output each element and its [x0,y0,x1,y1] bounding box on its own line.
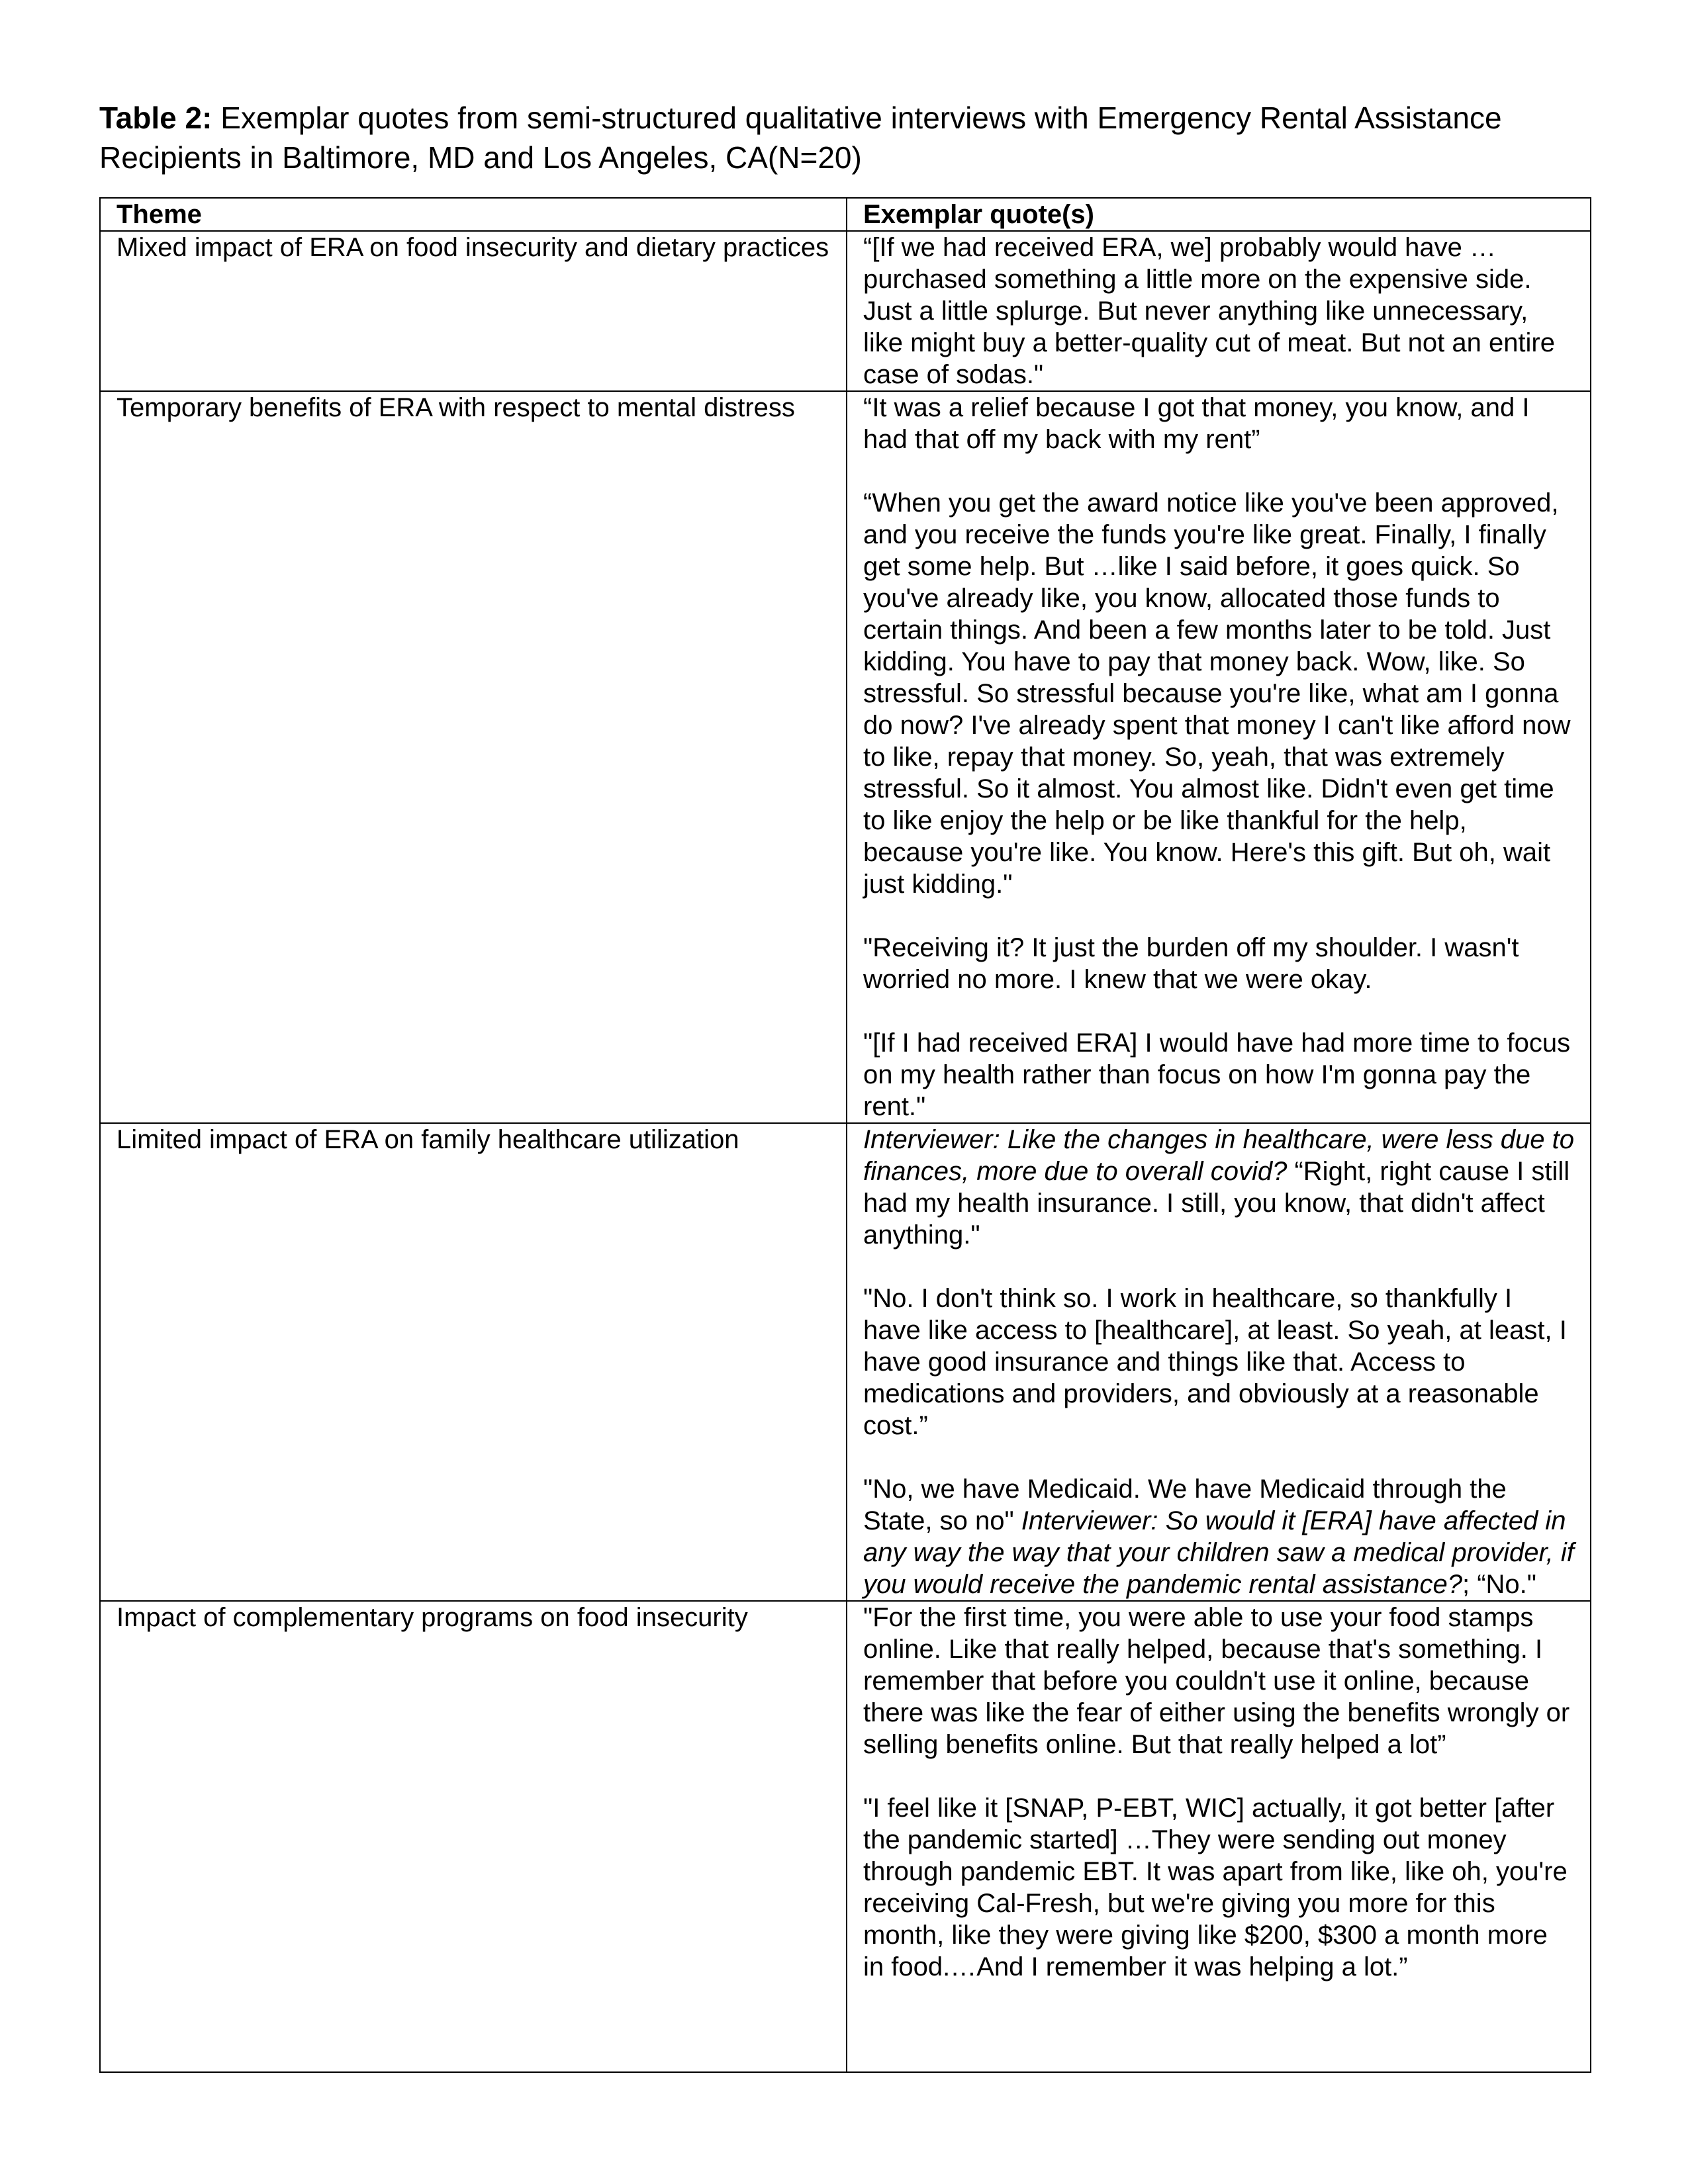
quote [863,1473,1574,1600]
quote-text: “Right, right cause I still had my health insurance. I still, you know, that didn't affect anything." [863,1157,1570,1250]
interviewer-question: Interviewer: Like the changes in healthcare, were less due to finances, more due to overall covid? [863,1125,1574,1186]
quote: “[If we had received ERA, we] probably would have … purchased something a little more on the expensive side. Just a little splurge. But never anything like unnecessary, like might buy a better-quality cut of meat. But not an entire case of sodas." [863,233,1555,389]
quote: "For the first time, you were able to use your food stamps online. Like that really helped, because that's something. I remember that before you couldn't use it online, because there was like the fear of either using the benefits wrongly or selling benefits online. But that really helped a lot” [863,1603,1570,1759]
column-header-theme: Theme [100,198,847,231]
table-header-row [100,198,1591,231]
table-row [100,1123,1591,1601]
theme-cell: Mixed impact of ERA on food insecurity and dietary practices [100,231,847,391]
table-row [100,391,1591,1123]
quote: "[If I had received ERA] I would have had more time to focus on my health rather than focus on how I'm gonna pay the rent." [863,1028,1571,1121]
caption-text: Exemplar quotes from semi-structured qualitative interviews with Emergency Rental Assistance Recipients in Baltimore, MD and Los Angeles, CA(N=20) [99,101,1502,175]
theme-cell: Impact of complementary programs on food insecurity [100,1601,847,2072]
quotes-cell [847,1123,1591,1601]
caption-label: Table 2: [99,101,212,135]
quotes-cell [847,231,1591,391]
quotes-table [99,197,1591,2073]
quote-text: "No, we have Medicaid. We have Medicaid through the State, so no" [863,1475,1507,1535]
interviewer-question: : So would it [ERA] have affected in any way the way that your children saw a medical provider, if you would receive the pandemic rental assistance? [863,1506,1574,1599]
quote: “It was a relief because I got that money, you know, and I had that off my back with my rent” [863,393,1530,454]
theme-cell: Limited impact of ERA on family healthcare utilization [100,1123,847,1601]
table-row [100,231,1591,391]
quote [863,1124,1574,1251]
quotes-cell [847,1601,1591,2072]
quotes-cell [847,391,1591,1123]
quote: "No. I don't think so. I work in healthcare, so thankfully I have like access to [healthcare], at least. So yeah, at least, I have good insurance and things like that. Access to medications and providers, and obviously at a reasonable cost.” [863,1284,1567,1440]
quote-text: ; “No." [1462,1570,1536,1599]
quote: "I feel like it [SNAP, P-EBT, WIC] actually, it got better [after the pandemic started] …They were sending out money through pandemic EBT. It was apart from like, like oh, you're receiving Cal-Fresh, but we're giving you more for this month, like they were giving like $200, $300 a month more in food.…And I remember it was helping a lot.” [863,1794,1568,1981]
quote: “When you get the award notice like you've been approved, and you receive the funds you're like great. Finally, I finally get some help. But …like I said before, it goes quick. So you've already like, you know, allocated those funds to certain things. And been a few months later to be told. Just kidding. You have to pay that money back. Wow, like. So stressful. So stressful because you're like, what am I gonna do now? I've already spent that money I can't like afford now to like, repay that money. So, yeah, that was extremely stressful. So it almost. You almost like. Didn't even get time to like enjoy the help or be like thankful for the help, because you're like. You know. Here's this gift. But oh, wait just kidding." [863,488,1571,899]
interviewer-label: Interviewer [1021,1506,1151,1535]
quote: "Receiving it? It just the burden off my shoulder. I wasn't worried no more. I knew that we were okay. [863,933,1519,994]
theme-cell: Temporary benefits of ERA with respect to mental distress [100,391,847,1123]
table-caption [99,98,1589,177]
table-row [100,1601,1591,2072]
column-header-quotes: Exemplar quote(s) [847,198,1591,231]
